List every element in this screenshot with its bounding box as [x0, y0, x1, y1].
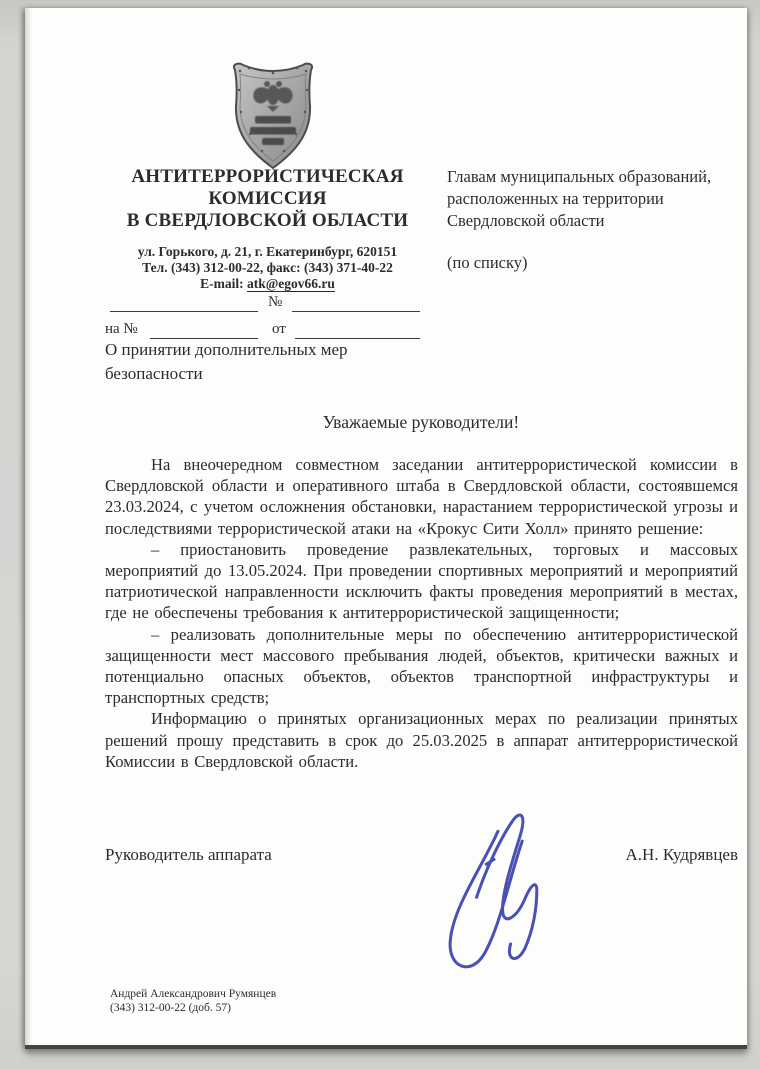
from-label: от: [272, 321, 286, 337]
letter-page: [25, 8, 747, 1049]
org-name-line: АНТИТЕРРОРИСТИЧЕСКАЯ: [131, 166, 404, 187]
blank-outgoing-number-line: [110, 296, 258, 312]
email-address: atk@egov66.ru: [246, 276, 335, 291]
letter-body: [105, 454, 738, 772]
recipient-line: Главам муниципальных образований,: [447, 167, 712, 186]
handwritten-signature: [428, 801, 564, 983]
org-phone-fax: Тел. (343) 312-00-22, факс: (343) 371-40-22: [142, 260, 393, 275]
body-paragraph: – реализовать дополнительные меры по обеспечению антитеррористической защищенности мест массового пребывания людей, объектов, критически важных и потенциально опасных объектов, объектов транспортной инфраструктуры и транспортных средств;: [105, 624, 738, 708]
body-paragraph: На внеочередном совместном заседании антитеррористической комиссии в Свердловской области и оперативного штаба в Свердловской области, состоявшемся 23.03.2024, с учетом осложнения обстановки, нарастанием террористической угрозы и последствиями террористической атаки на «Крокус Сити Холл» принято решение:: [105, 455, 738, 538]
signature-block: [105, 845, 738, 865]
body-paragraph: – приостановить проведение развлекательных, торговых и массовых мероприятий до 13.05.2024. При проведении спортивных мероприятий и мероприятий патриотической направленности исключить факты проведения мероприятий в местах, где не обеспечены требования к антитеррористической защищенности;: [105, 539, 738, 623]
blank-reply-number-line: [150, 323, 258, 339]
subject: О принятии дополнительных мер безопасности: [105, 340, 348, 383]
email-label: E-mail:: [200, 276, 247, 291]
reply-to-label: на №: [105, 321, 138, 337]
org-contacts: [80, 244, 455, 292]
number-sign-label: №: [268, 294, 283, 310]
executor-name: Андрей Александрович Румянцев: [110, 988, 277, 1000]
signatory-name: А.Н. Кудрявцев: [625, 845, 738, 864]
blank-outgoing-date-line: [292, 296, 420, 312]
org-email-line: [80, 276, 455, 292]
org-name-line: В СВЕРДЛОВСКОЙ ОБЛАСТИ: [126, 210, 409, 231]
recipient-note: (по списку): [447, 253, 528, 272]
recipient-block: [447, 166, 747, 274]
signatory-position: Руководитель аппарата: [105, 845, 272, 864]
outgoing-reference-row: [105, 296, 665, 316]
recipient-line: расположенных на территории: [447, 189, 664, 208]
org-address: ул. Горького, д. 21, г. Екатеринбург, 620151: [137, 244, 398, 259]
org-name: [80, 166, 455, 232]
letterhead: [80, 166, 455, 292]
org-name-line: КОМИССИЯ: [208, 188, 327, 209]
shield-emblem-icon: [223, 60, 323, 172]
executor-phone: (343) 312-00-22 (доб. 57): [110, 1002, 231, 1014]
blank-reply-date-line: [295, 323, 420, 339]
body-paragraph: Информацию о принятых организационных мерах по реализации принятых решений прошу представить в срок до 25.03.2025 в аппарат антитеррористической Комиссии в Свердловской области.: [105, 709, 738, 771]
salutation: Уважаемые руководители!: [322, 412, 520, 432]
executor-footer: [110, 987, 276, 1015]
recipient-line: Свердловской области: [447, 211, 605, 230]
